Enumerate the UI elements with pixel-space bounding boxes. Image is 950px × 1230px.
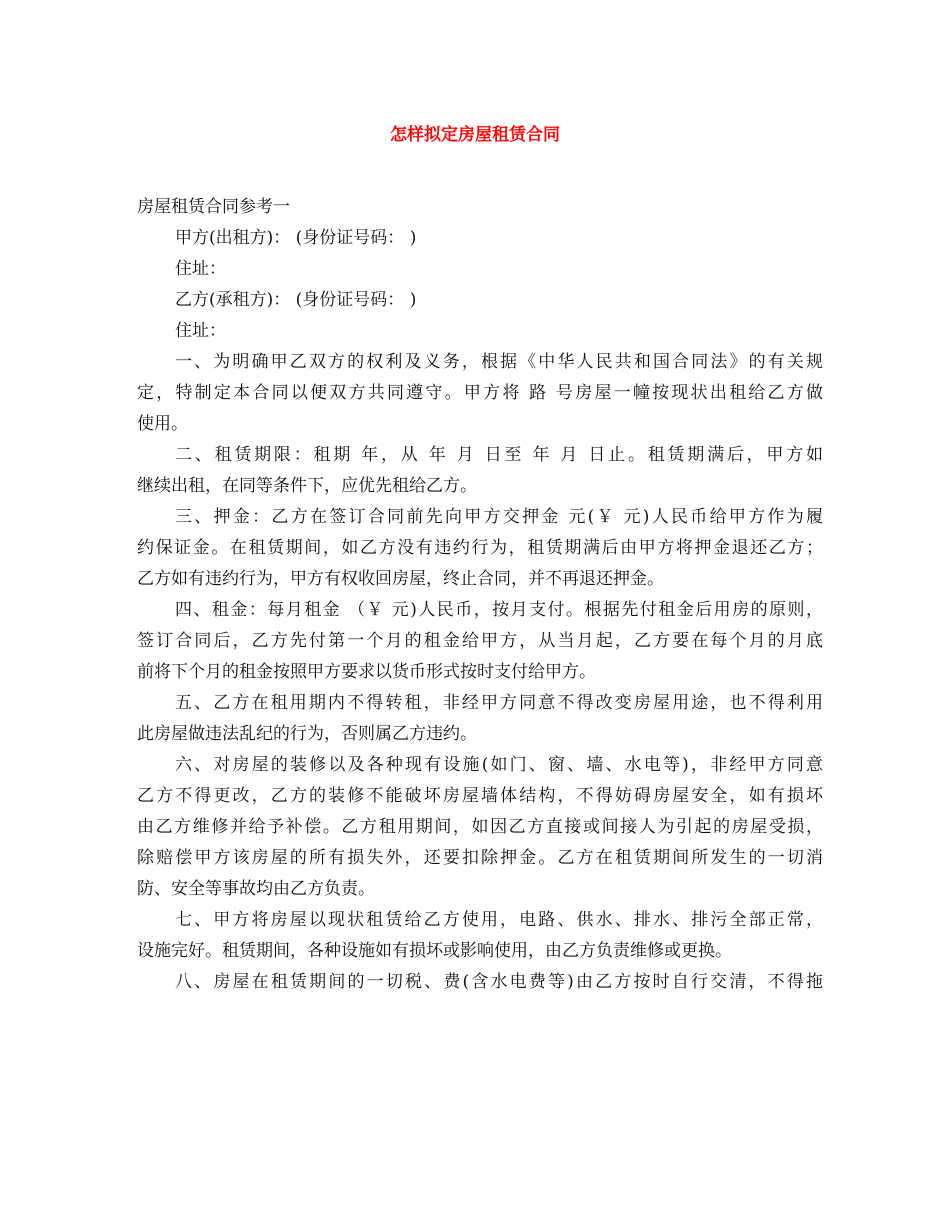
clause-5 [137,688,823,750]
clause-line: 签订合同后，乙方先付第一个月的租金给甲方，从当月起，乙方要在每个月的月底 [137,631,823,651]
clause-7 [137,905,823,967]
clause-1 [137,347,823,440]
clause-line: 一、为明确甲乙双方的权利及义务，根据《中华人民共和国合同法》的有关规 [175,352,823,372]
clause-line: 乙方如有违约行为，甲方有权收回房屋，终止合同，并不再退还押金。 [137,569,664,589]
clause-line: 二、租赁期限：租期 年，从 年 月 日至 年 月 日止。租赁期满后，甲方如 [175,445,823,465]
clause-line: 由乙方维修并给予补偿。乙方租用期间，如因乙方直接或间接人为引起的房屋受损， [137,817,823,837]
clause-2 [137,440,823,502]
clause-line: 约保证金。在租赁期间，如乙方没有违约行为，租赁期满后由甲方将押金退还乙方； [137,538,823,558]
document-body [137,192,823,998]
clause-line: 设施完好。租赁期间，各种设施如有损坏或影响使用，由乙方负责维修或更换。 [137,941,732,961]
party-b-line: 乙方(承租方)： (身份证号码： ) [175,290,417,310]
clause-line: 此房屋做违法乱纪的行为，否则属乙方违约。 [137,724,477,744]
party-a-line: 甲方(出租方)： (身份证号码： ) [175,228,417,248]
clause-line: 五、乙方在租用期内不得转租，非经甲方同意不得改变房屋用途，也不得利用 [175,693,823,713]
clause-4 [137,595,823,688]
subtitle: 房屋租赁合同参考一 [137,197,290,217]
party-a-address: 住址： [175,259,226,279]
clause-line: 七、甲方将房屋以现状租赁给乙方使用，电路、供水、排水、排污全部正常， [175,910,823,930]
clause-line: 前将下个月的租金按照甲方要求以货币形式按时支付给甲方。 [137,662,596,682]
clause-6 [137,750,823,905]
clause-line: 使用。 [137,414,188,434]
clause-line: 八、房屋在租赁期间的一切税、费(含水电费等)由乙方按时自行交清，不得拖 [175,972,823,992]
clause-line: 三、押金：乙方在签订合同前先向甲方交押金 元(￥ 元)人民币给甲方作为履 [175,507,823,527]
clause-line: 四、租金：每月租金 （￥ 元)人民币，按月支付。根据先付租金后用房的原则， [175,600,823,620]
clause-8 [137,967,823,998]
clause-line: 继续出租，在同等条件下，应优先租给乙方。 [137,476,477,496]
clause-3 [137,502,823,595]
clause-line: 除赔偿甲方该房屋的所有损失外，还要扣除押金。乙方在租赁期间所发生的一切消 [137,848,823,868]
clause-line: 定，特制定本合同以便双方共同遵守。甲方将 路 号房屋一幢按现状出租给乙方做 [137,383,823,403]
clause-line: 防、安全等事故均由乙方负责。 [137,879,375,899]
document-title: 怎样拟定房屋租赁合同 [390,125,560,145]
party-b-address: 住址： [175,321,226,341]
clause-line: 乙方不得更改，乙方的装修不能破坏房屋墙体结构，不得妨碍房屋安全，如有损坏 [137,786,823,806]
clause-line: 六、对房屋的装修以及各种现有设施(如门、窗、墙、水电等)，非经甲方同意 [175,755,823,775]
